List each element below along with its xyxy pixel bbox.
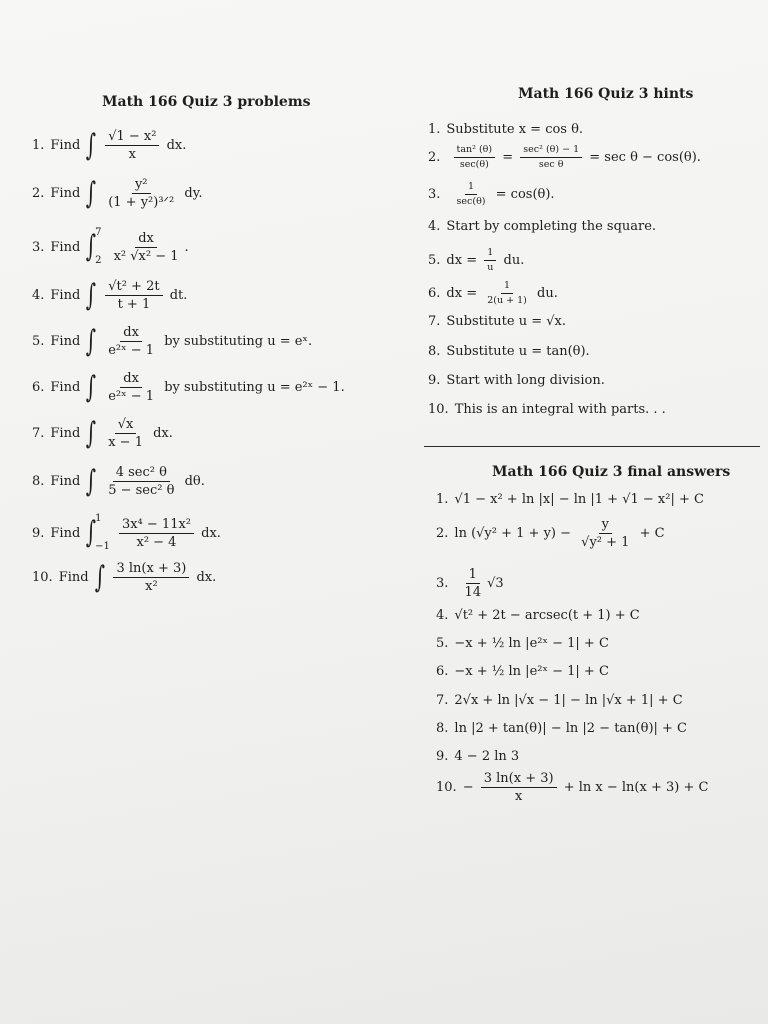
hint-7: 7. Substitute u = √x. bbox=[428, 314, 566, 329]
answer-6: 6. −x + ½ ln |e²ˣ − 1| + C bbox=[436, 664, 609, 679]
integral-sign: ∫ bbox=[86, 175, 97, 211]
hint-5: 5. dx = $\frac{1}{u}$ du. bbox=[428, 247, 525, 273]
integral-sign: ∫ bbox=[86, 277, 97, 313]
hints-title: Math 166 Quiz 3 hints bbox=[518, 86, 694, 102]
problem-6: 6. Find ∫ $\frac{dx}{\text{e²ˣ − 1}}$ by substituting u = e²ˣ − 1. bbox=[32, 369, 345, 405]
answer-7: 7. 2√x + ln |√x − 1| − ln |√x + 1| + C bbox=[436, 693, 683, 708]
problem-3: 3. Find ∫ 7 2 $\frac{dx}{\text{x² √x² − 1}}$ . bbox=[32, 227, 189, 266]
integral-sign: ∫ bbox=[86, 127, 97, 163]
answer-3: 3. $\frac{1}{14}$ √3 bbox=[436, 567, 504, 600]
problems-title: Math 166 Quiz 3 problems bbox=[102, 94, 311, 110]
integral-sign: ∫ bbox=[86, 323, 97, 359]
answer-8: 8. ln |2 + tan(θ)| − ln |2 − tan(θ)| + C bbox=[436, 721, 688, 736]
problem-8: 8. Find ∫ $\frac{\text{4 sec² θ}}{\text{5 − sec² θ}}$ dθ. bbox=[32, 463, 205, 499]
problem-10: 10. Find ∫ $\frac{3 \ln(x + 3)}{\text{x²}}$ dx. bbox=[32, 559, 217, 595]
integral-sign: ∫ bbox=[94, 559, 105, 595]
answer-10: 10. − $\frac{3 \ln(x + 3)}{x}$ + ln x − ln(x + 3) + C bbox=[436, 771, 709, 804]
integral-sign: ∫ bbox=[86, 515, 97, 550]
problem-5: 5. Find ∫ $\frac{dx}{\text{e²ˣ − 1}}$ by substituting u = eˣ. bbox=[32, 323, 313, 359]
problem-7: 7. Find ∫ $\frac{√x}{x - 1}$ dx. bbox=[32, 415, 173, 451]
integral-sign: ∫ bbox=[86, 463, 97, 499]
problem-2: 2. Find ∫ $\frac{\text{y²}}{\text{(1 + y²)³ᐟ²}}$ dy. bbox=[32, 175, 203, 211]
integral-sign: ∫ bbox=[86, 229, 97, 264]
answer-9: 9. 4 − 2 ln 3 bbox=[436, 749, 520, 764]
hint-2: 2. $\frac{\text{tan² (θ)}}{\sec(\theta)}$ = $\frac{\text{sec² (θ) − 1}}{\text{sec θ}}$ = sec θ − cos(θ). bbox=[428, 144, 701, 170]
problem-9: 9. Find ∫ 1 −1 $\frac{\text{3x⁴ − 11x²}}{\text{x² − 4}}$ dx. bbox=[32, 513, 221, 552]
hint-10: 10. This is an integral with parts. . . bbox=[428, 402, 666, 417]
hint-3: 3. $\frac{1}{\sec(\theta)}$ = cos(θ). bbox=[428, 181, 555, 207]
problem-4: 4. Find ∫ $\frac{\text{√t² + 2t}}{t + 1}$ dt. bbox=[32, 277, 188, 313]
answers-title: Math 166 Quiz 3 final answers bbox=[492, 464, 731, 480]
hint-8: 8. Substitute u = tan(θ). bbox=[428, 344, 590, 359]
hint-9: 9. Start with long division. bbox=[428, 373, 605, 388]
answer-1: 1. √1 − x² + ln |x| − ln |1 + √1 − x²| + C bbox=[436, 492, 704, 507]
answer-4: 4. √t² + 2t − arcsec(t + 1) + C bbox=[436, 608, 640, 623]
hint-6: 6. dx = $\frac{1}{2(u + 1)}$ du. bbox=[428, 280, 558, 306]
answer-2: 2. ln (√y² + 1 + y) − $\frac{y}{\text{√y² + 1}}$ + C bbox=[436, 517, 665, 550]
integral-sign: ∫ bbox=[86, 415, 97, 451]
integral-sign: ∫ bbox=[86, 369, 97, 405]
section-divider bbox=[424, 446, 760, 447]
problem-1: 1. Find ∫ $\frac{\text{√1 − x²}}{x}$ dx. bbox=[32, 127, 187, 163]
hint-4: 4. Start by completing the square. bbox=[428, 219, 657, 234]
hint-1: 1. Substitute x = cos θ. bbox=[428, 122, 584, 137]
answer-5: 5. −x + ½ ln |e²ˣ − 1| + C bbox=[436, 636, 609, 651]
